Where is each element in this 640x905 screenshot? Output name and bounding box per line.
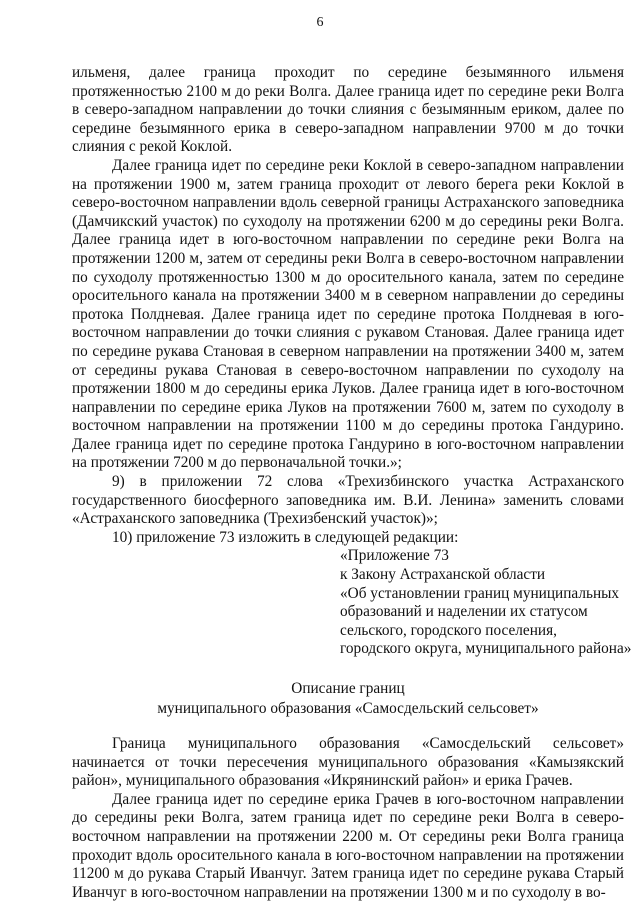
appendix-line: «Об установлении границ муниципальных xyxy=(340,584,620,602)
paragraph-6: Далее граница идет по середине ерика Грачев в юго-восточном направлении до середины реки Волга, затем граница идет по середине реки Волга в северо-восточном направлении на протяжении 2200 м. От середины реки Волга граница проходит вдоль оросительного канала в юго-восточном направлении на протяжении 11200 м до рукава Старый Иванчуг. Затем граница идет по середине рукава Старый Иванчуг в юго-восточном направлении на протяжении 1300 м и по суходолу в во- xyxy=(72,790,624,901)
appendix-line: образований и наделении их статусом xyxy=(340,603,588,621)
appendix-line: сельского, городского поселения, xyxy=(340,621,557,639)
paragraph-3: 9) в приложении 72 слова «Трехизбинского участка Астраханского государственного биосферного заповедника им. В.И. Ленина» заменить словами «Астраханского заповедника (Трехизбенский участок)»; xyxy=(72,473,624,528)
section-title-line-2: муниципального образования «Самосдельский сельсовет» xyxy=(157,700,539,717)
section-title xyxy=(72,679,624,719)
section-title-line-1: Описание границ xyxy=(291,680,405,697)
document-body xyxy=(72,64,632,902)
paragraph-5: Граница муниципального образования «Самосдельский сельсовет» начинается от точки пересечения муниципального образования «Камызякский район», муниципального образования «Икрянинский район» и ерика Грачев. xyxy=(72,735,624,790)
appendix-line: к Закону Астраханской области xyxy=(340,566,546,584)
appendix-line: «Приложение 73 xyxy=(340,547,449,565)
appendix-header xyxy=(340,547,632,659)
appendix-line: городского округа, муниципального района» xyxy=(340,640,632,658)
paragraph-2: Далее граница идет по середине реки Коклой в северо-западном направлении на протяжении 1900 м, затем граница проходит от левого берега реки Коклой в северо-восточном направлении вдоль северной границы Астраханского заповедника (Дамчикский участок) по суходолу на протяжении 6200 м до середины реки Волга. Далее граница идет в юго-восточном направлении по середине реки Волга на протяжении 1200 м, затем от середины реки Волга в северо-восточном направлении по суходолу протяженностью 1300 м до оросительного канала, затем по середине оросительного канала на протяжении 3400 м в северном направлении до середины протока Полдневая. Далее граница идет по середине протока Полдневая в юго-восточном направлении до точки слияния с рукавом Становая. Далее граница идет по середине рукава Становая в северном направлении на протяжении 3400 м, затем от середины рукава Становая в северо-восточном направлении по суходолу на протяжении 1800 м до середины ерика Луков. Далее граница идет в юго-восточном направлении по середине ерика Луков на протяжении 7600 м, затем по суходолу в восточном направлении на протяжении 1100 м до середины протока Гандурино. Далее граница идет по середине протока Гандурино в юго-восточном направлении на протяжении 7200 м до первоначальной точки.»; xyxy=(72,156,624,472)
page-number: 6 xyxy=(316,15,324,30)
paragraph-1: ильменя, далее граница проходит по середине безымянного ильменя протяженностью 2100 м до реки Волга. Далее граница идет по середине реки Волга в северо-западном направлении до точки слияния с безымянным ериком, далее по середине безымянного ерика в северо-западном направлении 9700 м до точки слияния с рекой Коклой. xyxy=(72,64,624,156)
paragraph-4: 10) приложение 73 изложить в следующей редакции: xyxy=(112,528,459,546)
